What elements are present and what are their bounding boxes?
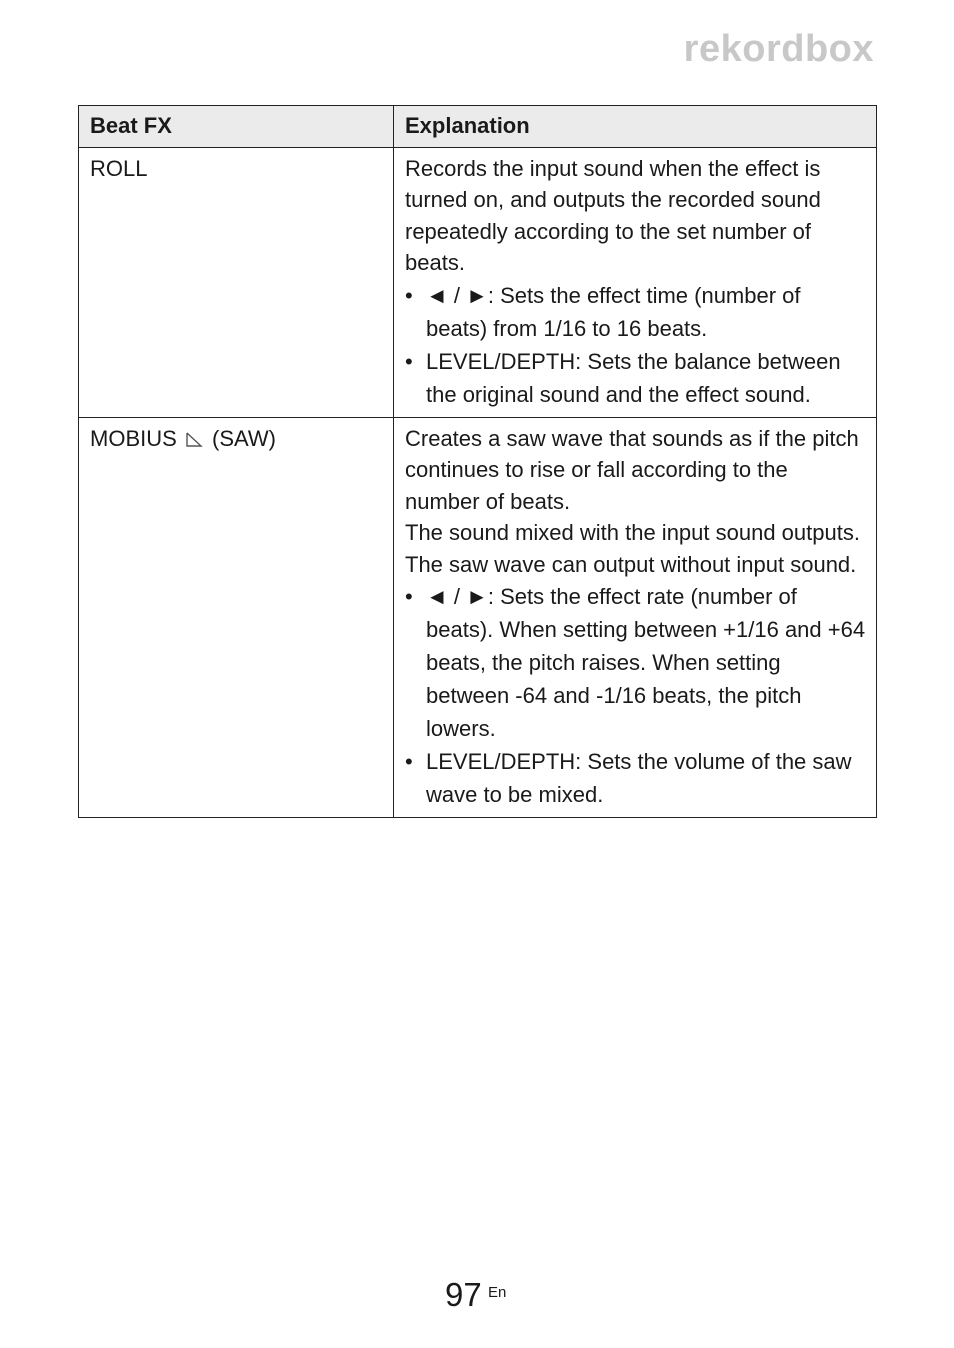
bullet-marker: • (405, 749, 413, 774)
fx-name-suffix: (SAW) (212, 425, 276, 451)
bullet-marker: • (405, 282, 413, 308)
fx-name-mobius-saw (79, 417, 394, 818)
bullet-item (405, 745, 866, 811)
bullet-text: ◄ / ►: Sets the effect rate (number of beats). When setting between +1/16 and +64 beats, the pitch raises. When setting between -64 and -1/16 beats, the pitch lowers. (426, 584, 866, 741)
brand-logo: rekordbox (683, 28, 874, 70)
explanation-paragraph: Records the input sound when the effect is turned on, and outputs the recorded sound repeatedly according to the set number of beats. (405, 155, 821, 275)
bullet-list (405, 279, 866, 411)
beat-fx-table (78, 105, 877, 818)
bullet-item (405, 279, 866, 345)
bullet-marker: • (405, 584, 413, 609)
saw-wave-icon (185, 430, 203, 448)
bullet-text: LEVEL/DEPTH: Sets the balance between the original sound and the effect sound. (426, 348, 841, 407)
column-header-beat-fx: Beat FX (79, 106, 394, 148)
fx-name-prefix: MOBIUS (90, 425, 177, 451)
explanation-paragraph: The sound mixed with the input sound outputs. The saw wave can output without input sound. (405, 520, 860, 577)
fx-name-roll: ROLL (79, 147, 394, 417)
explanation-paragraph: Creates a saw wave that sounds as if the pitch continues to rise or fall according to the number of beats. (405, 425, 859, 514)
page-number: 97 (445, 1276, 482, 1313)
bullet-item (405, 345, 866, 411)
page-language: En (488, 1284, 507, 1301)
bullet-item (405, 580, 866, 745)
bullet-list (405, 580, 866, 811)
table-row-roll (79, 147, 877, 417)
bullet-text: LEVEL/DEPTH: Sets the volume of the saw wave to be mixed. (426, 749, 852, 807)
bullet-text: ◄ / ►: Sets the effect time (number of beats) from 1/16 to 16 beats. (426, 282, 801, 341)
bullet-marker: • (405, 348, 413, 374)
table-row-mobius-saw (79, 417, 877, 818)
table-header-row (79, 106, 877, 148)
fx-explanation-roll (394, 147, 877, 417)
fx-explanation-mobius-saw (394, 417, 877, 818)
column-header-explanation: Explanation (394, 106, 877, 148)
